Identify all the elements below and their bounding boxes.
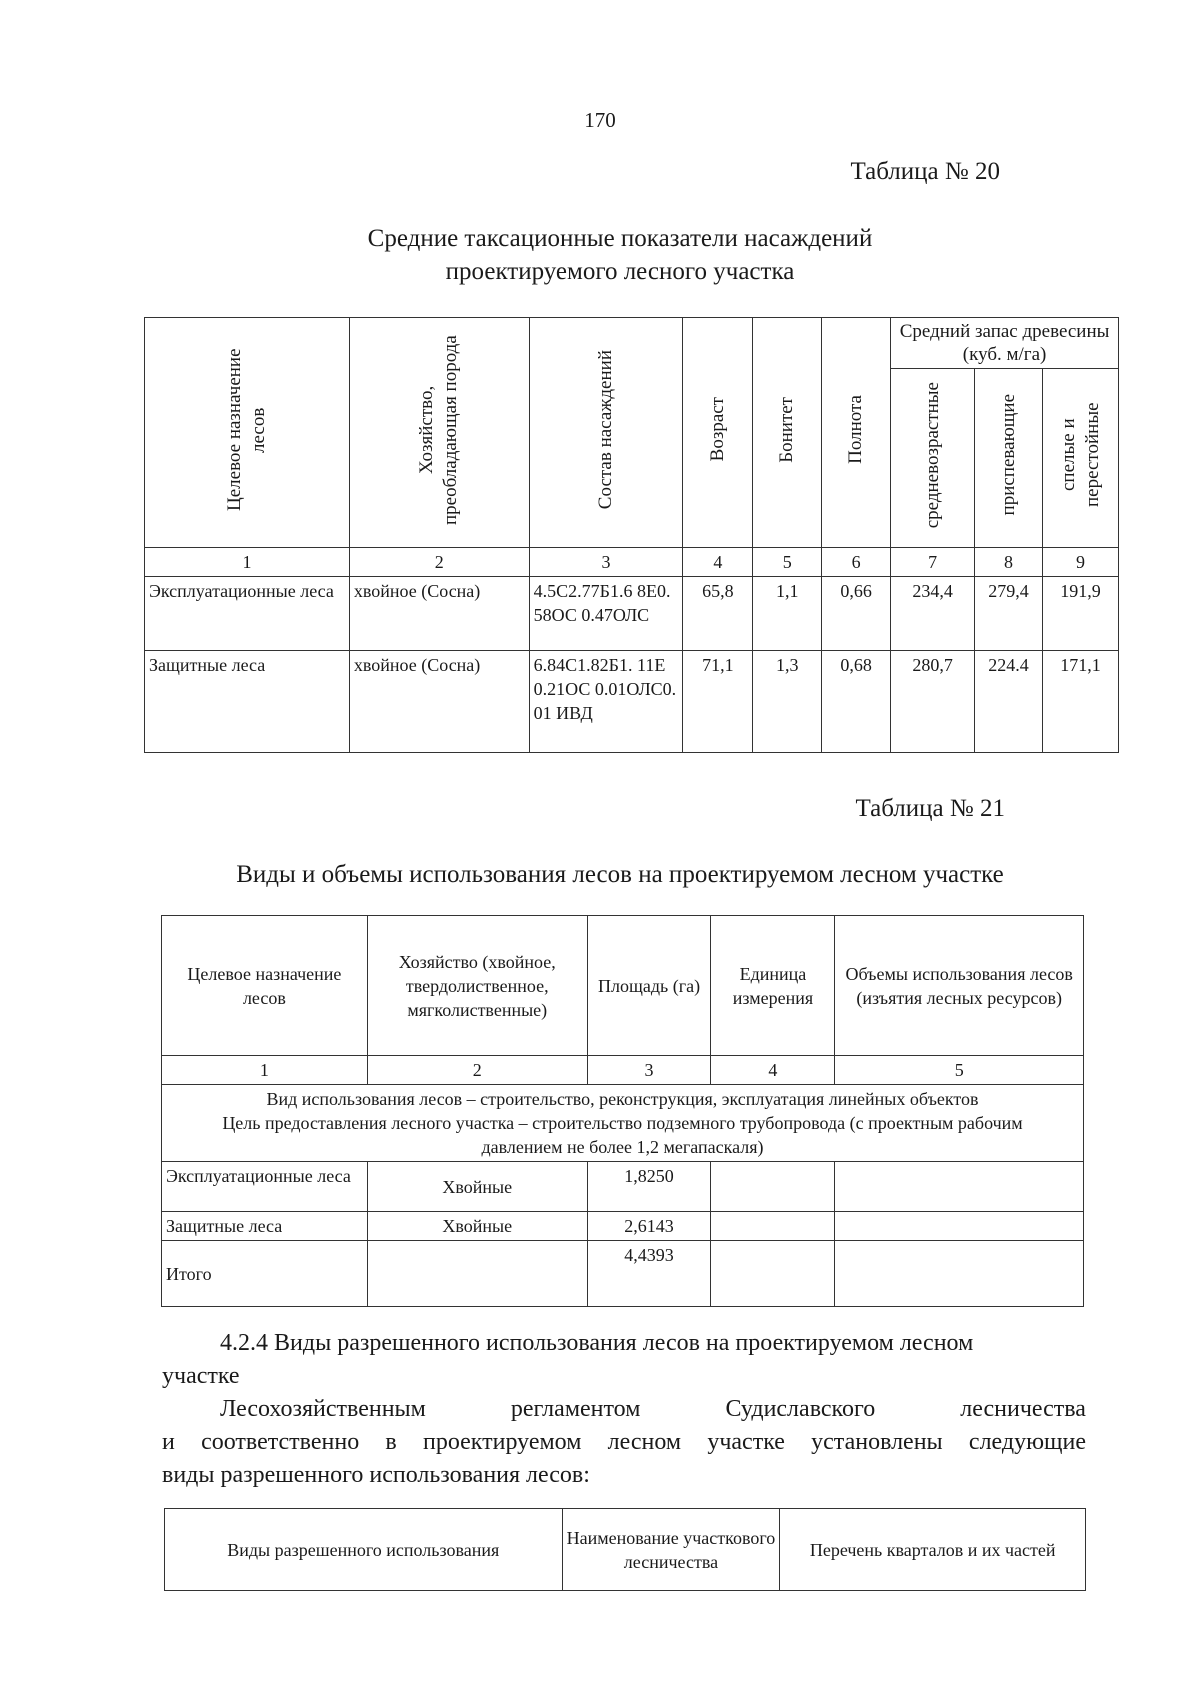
- col-number: 7: [891, 548, 975, 577]
- col-number: 3: [529, 548, 683, 577]
- paragraph-line-1: [162, 1393, 1086, 1426]
- table-20: [144, 317, 1119, 753]
- header-ripening: приспевающие: [975, 369, 1043, 548]
- header-area: Площадь (га): [587, 916, 711, 1056]
- cell-stock-mid: 280,7: [891, 651, 975, 753]
- header-composition: Состав насаждений: [529, 318, 683, 548]
- table-22: [164, 1508, 1086, 1591]
- cell-farm: хвойное (Сосна): [349, 577, 529, 651]
- cell-age: 65,8: [683, 577, 753, 651]
- cell-bonitet: 1,1: [753, 577, 822, 651]
- table-20-title: [0, 222, 1200, 288]
- cell-stock-mature: 171,1: [1043, 651, 1119, 753]
- cell-stock-ripening: 224.4: [975, 651, 1043, 753]
- table-22-header-row: [165, 1509, 1086, 1591]
- header-stock-group: Средний запас древесины (куб. м/га): [891, 318, 1119, 369]
- col-number: 1: [145, 548, 350, 577]
- page-number: 170: [584, 108, 616, 132]
- cell-purpose: Защитные леса: [145, 651, 350, 753]
- cell-farm: [367, 1241, 587, 1307]
- cell-area: 1,8250: [587, 1162, 711, 1212]
- cell-volume: [835, 1212, 1084, 1241]
- paragraph-line-2: и соответственно в проектируемом лесном участке установлены следующие: [162, 1429, 1086, 1455]
- usage-type-line: Вид использования лесов – строительство, реконструкция, эксплуатация линейных объектов: [266, 1089, 979, 1109]
- col-number: 2: [367, 1056, 587, 1085]
- header-age: Возраст: [683, 318, 753, 548]
- table-21-column-numbers: [162, 1056, 1084, 1085]
- paragraph-line-3: виды разрешенного использования лесов:: [162, 1462, 590, 1488]
- table-21-span-row: [162, 1085, 1084, 1162]
- cell-volume: [835, 1241, 1084, 1307]
- cell-volume: [835, 1162, 1084, 1212]
- cell-area: 2,6143: [587, 1212, 711, 1241]
- paragraph-word: Судиславского: [725, 1396, 876, 1422]
- cell-density: 0,68: [822, 651, 891, 753]
- table-row: [145, 577, 1119, 651]
- section-heading-line-2: участке: [162, 1363, 240, 1389]
- col-number: 4: [711, 1056, 835, 1085]
- header-farm: Хозяйство (хвойное, твердолиственное, мягколиственные): [367, 916, 587, 1056]
- col-number: 2: [349, 548, 529, 577]
- cell-composition: 4.5С2.77Б1.6 8Е0.58ОС 0.47ОЛС: [529, 577, 683, 651]
- paragraph-word: Лесохозяйственным: [220, 1396, 426, 1422]
- cell-density: 0,66: [822, 577, 891, 651]
- header-farm-species: Хозяйство, преобладающая порода: [349, 318, 529, 548]
- col-number: 4: [683, 548, 753, 577]
- cell-unit: [711, 1241, 835, 1307]
- header-mid-age: средневозрастные: [891, 369, 975, 548]
- col-number: 9: [1043, 548, 1119, 577]
- table-21: [161, 915, 1084, 1307]
- header-forestry-name: Наименование участкового лесничества: [562, 1509, 780, 1591]
- cell-purpose: Эксплуатационные леса: [145, 577, 350, 651]
- cell-farm: Хвойные: [367, 1212, 587, 1241]
- header-purpose: Целевое назначение лесов: [145, 318, 350, 548]
- table-row: [145, 651, 1119, 753]
- cell-farm: Хвойные: [367, 1162, 587, 1212]
- cell-purpose: Эксплуатационные леса: [162, 1162, 368, 1212]
- header-bonitet: Бонитет: [753, 318, 822, 548]
- section-heading-line-1: 4.2.4 Виды разрешенного использования лесов на проектируемом лесном: [220, 1330, 974, 1356]
- paragraph-word: лесничества: [960, 1396, 1086, 1422]
- header-quarters-list: Перечень кварталов и их частей: [780, 1509, 1086, 1591]
- table-21-title: Виды и объемы использования лесов на проектируемом лесном участке: [236, 861, 1004, 888]
- table-row: [162, 1212, 1084, 1241]
- table-20-title-line-2: проектируемого лесного участка: [445, 258, 795, 285]
- cell-area: 4,4393: [587, 1241, 711, 1307]
- paragraph-word: регламентом: [510, 1396, 641, 1422]
- cell-age: 71,1: [683, 651, 753, 753]
- table-20-column-numbers: [145, 548, 1119, 577]
- col-number: 8: [975, 548, 1043, 577]
- cell-farm: хвойное (Сосна): [349, 651, 529, 753]
- header-allowed-use: Виды разрешенного использования: [165, 1509, 563, 1591]
- col-number: 1: [162, 1056, 368, 1085]
- section-4-2-4: [162, 1327, 1086, 1492]
- cell-stock-mid: 234,4: [891, 577, 975, 651]
- header-purpose: Целевое назначение лесов: [162, 916, 368, 1056]
- cell-unit: [711, 1212, 835, 1241]
- table-row: [162, 1162, 1084, 1212]
- table-row: [162, 1241, 1084, 1307]
- header-density: Полнота: [822, 318, 891, 548]
- table-21-caption: Таблица № 21: [855, 795, 1005, 822]
- col-number: 5: [835, 1056, 1084, 1085]
- cell-stock-mature: 191,9: [1043, 577, 1119, 651]
- cell-bonitet: 1,3: [753, 651, 822, 753]
- usage-type-cell: [162, 1085, 1084, 1162]
- cell-unit: [711, 1162, 835, 1212]
- usage-purpose-line: Цель предоставления лесного участка – строительство подземного трубопровода (с проектным рабочим давлением не более 1,2 мегапаскаля): [222, 1113, 1023, 1157]
- col-number: 5: [753, 548, 822, 577]
- col-number: 6: [822, 548, 891, 577]
- header-mature: спелые и перестойные: [1043, 369, 1119, 548]
- table-20-header-row: [145, 318, 1119, 369]
- table-21-header-row: [162, 916, 1084, 1056]
- table-20-title-line-1: Средние таксационные показатели насаждений: [367, 225, 873, 252]
- cell-stock-ripening: 279,4: [975, 577, 1043, 651]
- table-20-caption: Таблица № 20: [850, 158, 1000, 185]
- cell-composition: 6.84С1.82Б1. 11Е0.21ОС 0.01ОЛС0.01 ИВД: [529, 651, 683, 753]
- cell-total-label: Итого: [162, 1241, 368, 1307]
- col-number: 3: [587, 1056, 711, 1085]
- cell-purpose: Защитные леса: [162, 1212, 368, 1241]
- header-volume: Объемы использования лесов (изъятия лесных ресурсов): [835, 916, 1084, 1056]
- header-unit: Единица измерения: [711, 916, 835, 1056]
